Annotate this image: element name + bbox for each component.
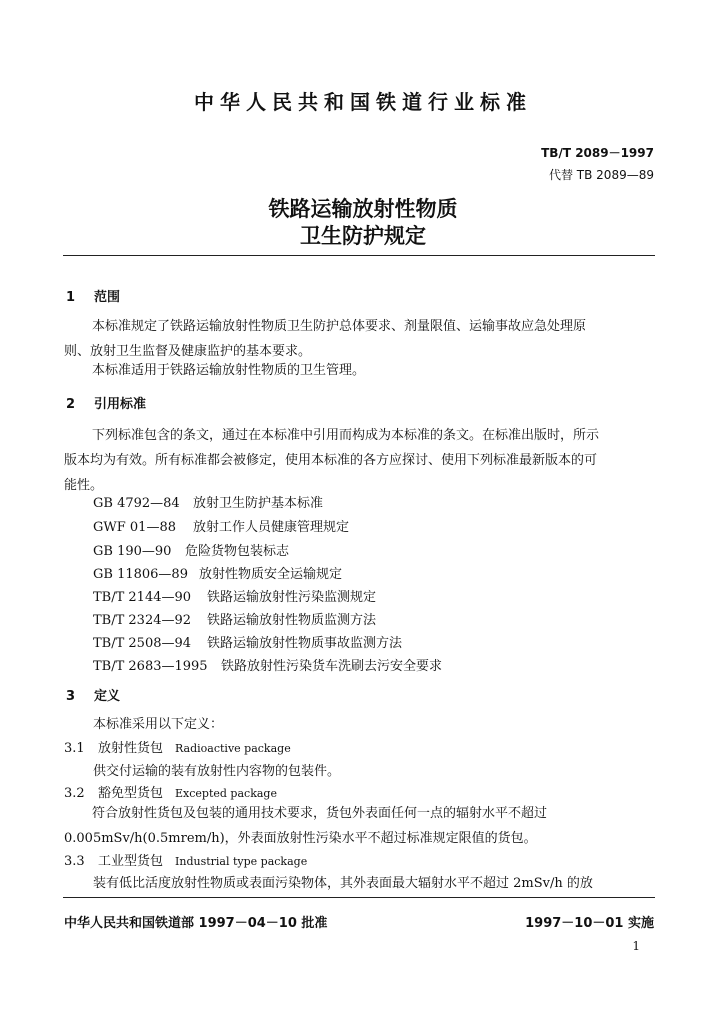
reference-title: 放射卫生防护基本标准 <box>193 496 324 511</box>
reference-title: 放射性物质安全运输规定 <box>199 567 343 582</box>
section-number: 2 <box>66 397 76 412</box>
section-number: 3 <box>66 689 76 704</box>
definition-3-1-heading <box>64 737 291 756</box>
definition-number: 3.2 <box>64 786 85 801</box>
section-title: 引用标准 <box>94 397 147 412</box>
reference-code: GB 190—90 <box>93 544 172 559</box>
definition-3-3-heading <box>64 850 307 869</box>
definition-3-1-text: 供交付运输的装有放射性内容物的包装件。 <box>93 764 341 779</box>
section-title: 定义 <box>94 689 121 704</box>
definition-term-english: Industrial type package <box>175 855 308 868</box>
reference-code: TB/T 2324—92 <box>93 613 192 628</box>
definition-term: 工业型货包 <box>98 854 164 869</box>
reference-code: TB/T 2683—1995 <box>93 659 208 674</box>
reference-item <box>93 563 342 582</box>
reference-code: GWF 01—88 <box>93 520 176 535</box>
scope-paragraph-2: 本标准适用于铁路运输放射性物质的卫生管理。 <box>92 363 366 378</box>
footer-divider <box>63 897 655 898</box>
reference-title: 危险货物包装标志 <box>185 544 290 559</box>
definition-number: 3.1 <box>64 741 85 756</box>
definition-term: 放射性货包 <box>98 741 164 756</box>
reference-title: 铁路放射性污染货车洗刷去污安全要求 <box>221 659 443 674</box>
definition-3-2-text: 符合放射性货包及包装的通用技术要求，货包外表面任何一点的辐射水平不超过 0.005mSv/h(0.5mrem/h)，外表面放射性污染水平不超过标准规定限值的货包。 <box>64 806 548 846</box>
reference-code: GB 4792—84 <box>93 496 180 511</box>
section-title: 范围 <box>94 290 121 305</box>
effective-date: 1997－10－01 实施 <box>525 916 654 931</box>
reference-title: 铁路运输放射性物质监测方法 <box>207 613 377 628</box>
scope-paragraph-1: 本标准规定了铁路运输放射性物质卫生防护总体要求、剂量限值、运输事故应急处理原 则、放射卫生监督及健康监护的基本要求。 <box>64 319 587 359</box>
section-3-heading <box>66 685 120 704</box>
approval-statement: 中华人民共和国铁道部 1997－04－10 批准 <box>64 916 328 931</box>
section-number: 1 <box>66 290 76 305</box>
reference-code: TB/T 2508—94 <box>93 636 192 651</box>
reference-code: TB/T 2144—90 <box>93 590 192 605</box>
definition-number: 3.3 <box>64 854 85 869</box>
reference-item <box>93 586 376 605</box>
reference-item <box>93 632 402 651</box>
reference-item <box>93 540 289 559</box>
definitions-intro: 本标准采用以下定义： <box>93 717 224 732</box>
reference-title: 铁路运输放射性污染监测规定 <box>207 590 377 605</box>
definition-term-english: Excepted package <box>175 787 277 800</box>
definition-3-2-heading <box>64 782 277 801</box>
reference-item <box>93 516 349 535</box>
section-2-heading <box>66 393 146 412</box>
replaced-standard: 代替 TB 2089—89 <box>548 168 654 182</box>
references-intro: 下列标准包含的条文，通过在本标准中引用而构成为本标准的条文。在标准出版时，所示 版本均为有效。所有标准都会被修定，使用本标准的各方应探讨、使用下列标准最新版本的可 能性。 <box>64 428 600 493</box>
standard-code: TB/T 2089－1997 <box>541 146 654 160</box>
header-divider <box>63 255 655 256</box>
document-title-line1: 铁路运输放射性物质 <box>268 197 458 221</box>
reference-item <box>93 655 442 674</box>
definition-term-english: Radioactive package <box>175 742 291 755</box>
definition-3-3-text: 装有低比活度放射性物质或表面污染物体，其外表面最大辐射水平不超过 2mSv/h 的放 <box>93 876 593 891</box>
definition-term: 豁免型货包 <box>98 786 164 801</box>
page-number: 1 <box>632 939 640 953</box>
reference-title: 铁路运输放射性物质事故监测方法 <box>207 636 403 651</box>
document-title-line2: 卫生防护规定 <box>300 224 426 248</box>
reference-item <box>93 492 323 511</box>
standard-category-header: 中华人民共和国铁道行业标准 <box>194 90 532 114</box>
reference-item <box>93 609 376 628</box>
reference-title: 放射工作人员健康管理规定 <box>193 520 350 535</box>
section-1-heading <box>66 286 120 305</box>
reference-code: GB 11806—89 <box>93 567 188 582</box>
